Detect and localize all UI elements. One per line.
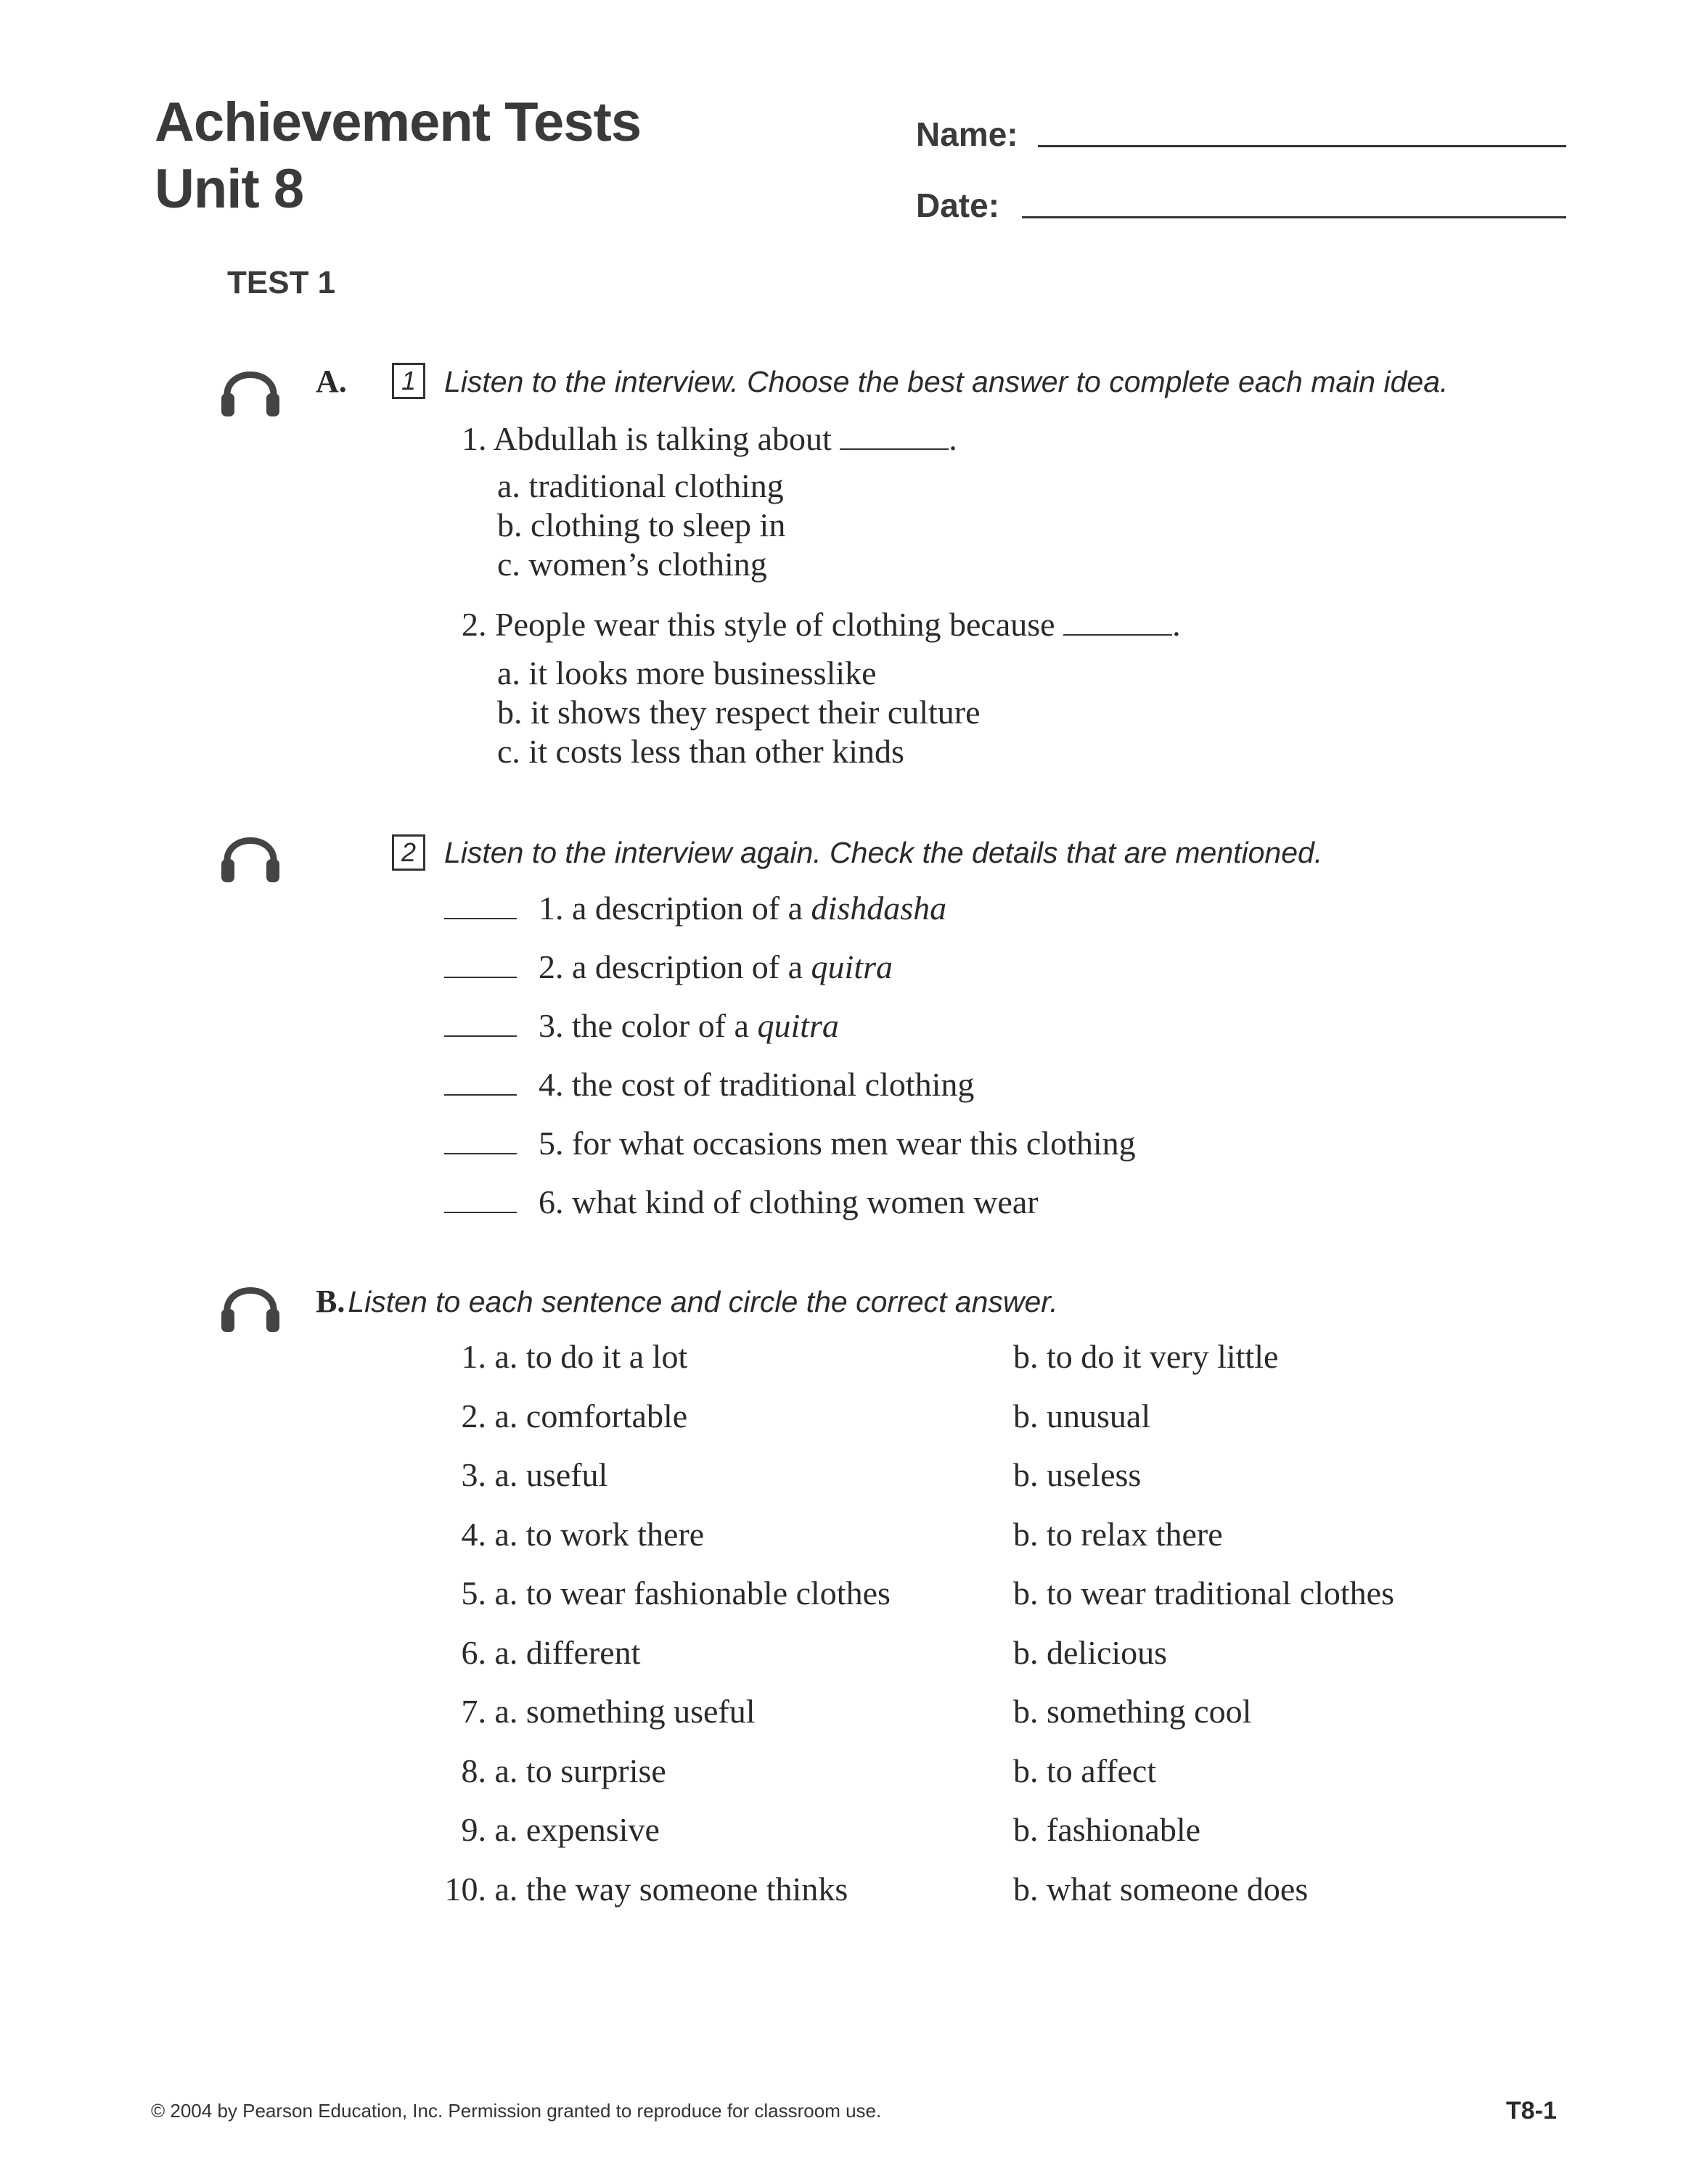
option-a: a. it looks more businesslike xyxy=(497,654,877,691)
option-b: b. it shows they respect their culture xyxy=(497,694,981,731)
choice-row: 6. a. different b. delicious xyxy=(461,1633,1168,1671)
checklist-item: 2. a description of a quitra xyxy=(444,948,1136,1006)
choice-row: 7. a. something useful b. something cool xyxy=(461,1693,1252,1730)
choice-row: 5. a. to wear fashionable clothes b. to wear traditional clothes xyxy=(461,1575,1395,1612)
headphones-icon xyxy=(214,353,287,425)
check-blank[interactable] xyxy=(444,1131,517,1154)
section-a-part1-instruction: Listen to the interview. Choose the best answer to complete each main idea. xyxy=(444,365,1449,398)
option-a: a. traditional clothing xyxy=(497,467,784,504)
option-c: c. it costs less than other kinds xyxy=(497,733,904,770)
part-number-box: 1 xyxy=(392,363,425,399)
choice-row: 10. a. the way someone thinks b. what someone does xyxy=(444,1870,1309,1908)
checklist-item: 4. the cost of traditional clothing xyxy=(444,1065,1136,1124)
question-stem-text: 1. Abdullah is talking about xyxy=(462,420,832,457)
checklist-item: 1. a description of a dishdasha xyxy=(444,889,1136,948)
section-a-part2-box xyxy=(392,834,425,871)
page-title xyxy=(155,89,641,223)
section-b-letter: B. xyxy=(316,1284,345,1319)
section-b-instruction: Listen to each sentence and circle the correct answer. xyxy=(348,1285,1058,1318)
title-line-2: Unit 8 xyxy=(155,158,304,220)
check-blank[interactable] xyxy=(444,955,517,978)
name-label: Name: xyxy=(916,115,1018,153)
checklist-item: 3. the color of a quitra xyxy=(444,1006,1136,1065)
answer-blank[interactable] xyxy=(840,427,949,450)
section-a-part2-instruction: Listen to the interview again. Check the details that are mentioned. xyxy=(444,836,1323,869)
headphones-icon xyxy=(214,1268,287,1341)
check-blank[interactable] xyxy=(444,896,517,919)
choice-row: 9. a. expensive b. fashionable xyxy=(461,1811,1201,1848)
choice-row: 2. a. comfortable b. unusual xyxy=(461,1397,1151,1434)
answer-blank[interactable] xyxy=(1063,612,1172,636)
checklist-item: 5. for what occasions men wear this clothing xyxy=(444,1124,1136,1183)
question-1-stem xyxy=(462,419,957,458)
title-line-1: Achievement Tests xyxy=(155,91,642,153)
section-a-part1-box xyxy=(392,363,425,399)
question-1-options xyxy=(497,467,785,584)
name-field[interactable] xyxy=(1038,145,1566,147)
question-end: . xyxy=(949,420,957,457)
choice-row: 1. a. to do it a lot b. to do it very little xyxy=(461,1338,1279,1375)
test-label: TEST 1 xyxy=(227,265,336,300)
question-end: . xyxy=(1172,606,1181,643)
section-b-items xyxy=(435,1337,1452,1929)
question-2-stem xyxy=(462,605,1181,644)
choice-row: 3. a. useful b. useless xyxy=(461,1456,1142,1493)
checklist-item: 6. what kind of clothing women wear xyxy=(444,1183,1136,1241)
question-stem-text: 2. People wear this style of clothing because xyxy=(462,606,1055,643)
check-blank[interactable] xyxy=(444,1072,517,1096)
page-number: T8-1 xyxy=(1506,2097,1557,2125)
date-field[interactable] xyxy=(1022,216,1566,218)
check-blank[interactable] xyxy=(444,1190,517,1213)
date-label: Date: xyxy=(916,186,1000,224)
option-b: b. clothing to sleep in xyxy=(497,506,786,543)
check-blank[interactable] xyxy=(444,1014,517,1037)
question-2-options xyxy=(497,654,981,771)
section-b-heading xyxy=(316,1283,1058,1320)
headphones-icon xyxy=(214,818,287,891)
option-c: c. women’s clothing xyxy=(497,546,767,583)
section-a-letter: A. xyxy=(316,364,347,399)
choice-row: 4. a. to work there b. to relax there xyxy=(461,1515,1223,1553)
choice-row: 8. a. to surprise b. to affect xyxy=(461,1752,1157,1789)
part-number-box: 2 xyxy=(392,834,425,871)
copyright-notice: © 2004 by Pearson Education, Inc. Permission granted to reproduce for classroom use. xyxy=(151,2100,882,2122)
checklist xyxy=(444,889,1136,1241)
